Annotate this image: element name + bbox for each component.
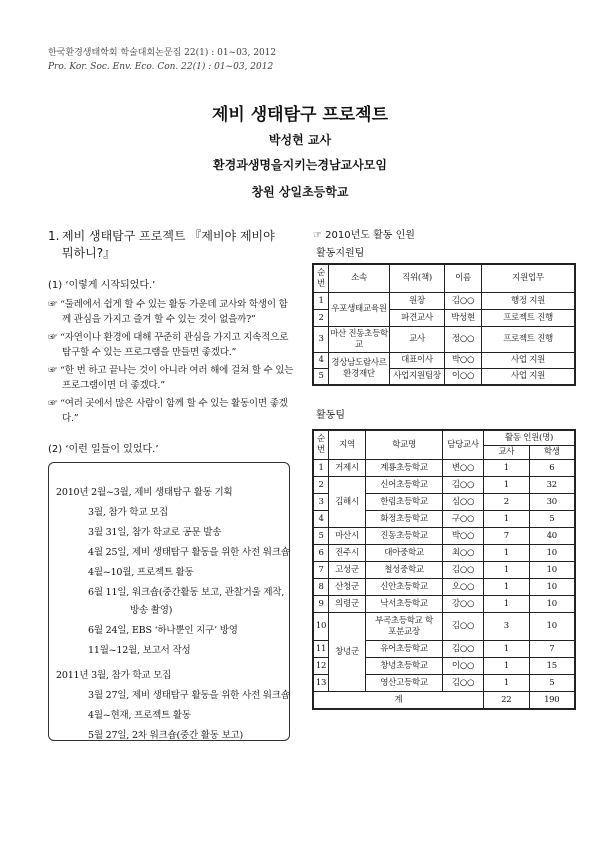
cell: 30	[529, 494, 575, 511]
table-row	[314, 545, 575, 562]
cell: 1	[484, 675, 530, 692]
cell: 1	[484, 562, 530, 579]
section-heading-line1: 제비 생태탐구 프로젝트 『제비야 제비야	[62, 229, 275, 243]
section-number: 1.	[48, 229, 60, 243]
cell: 최○○	[443, 545, 484, 562]
cell: 10	[529, 545, 575, 562]
timeline-item: 6월 11일, 워크숍(중간활동 보고, 관찰거울 제작,	[88, 587, 285, 598]
header-cell: 순번	[314, 431, 329, 460]
section-heading-line2: 뭐하니?』	[62, 246, 116, 260]
table-row	[314, 613, 575, 641]
cell: 박○○	[443, 528, 484, 545]
table-row	[314, 596, 575, 613]
author: 박성현 교사	[268, 133, 332, 147]
table-row	[314, 579, 575, 596]
cell-region: 김해시	[329, 477, 366, 528]
cell: 2	[314, 310, 329, 327]
cell: 파견교사	[390, 310, 445, 327]
cell: 11	[314, 641, 329, 658]
cell: 박성현	[445, 310, 482, 327]
timeline-item: 6월 24일, EBS ‘하나뿐인 지구’ 방영	[88, 625, 238, 636]
cell: 2	[314, 477, 329, 494]
cell-region: 의령군	[329, 596, 366, 613]
cell-region: 창녕군	[329, 613, 366, 692]
timeline-item: 3월 31일, 참가 학교로 공문 발송	[88, 527, 222, 538]
caption-activity-team: 활동팀	[316, 410, 345, 421]
subsection-2: (2) ‘이런 일들이 있었다.’	[48, 444, 159, 455]
cell: 1	[314, 293, 329, 310]
bullet-list	[48, 297, 296, 426]
table-row	[314, 353, 575, 369]
cell-region: 진주시	[329, 545, 366, 562]
cell: 32	[529, 477, 575, 494]
cell: 40	[529, 528, 575, 545]
cell: 3	[484, 613, 530, 641]
table-row	[314, 528, 575, 545]
cell: 1	[484, 641, 530, 658]
timeline-item: 11월~12월, 보고서 작성	[88, 645, 191, 656]
cell: 창녕초등학교	[366, 658, 443, 675]
timeline-item: 4월 25일, 제비 생태탐구 활동을 위한 사전 워크숍	[88, 547, 290, 558]
timeline-item: 방송 촬영)	[130, 605, 173, 616]
header-cell: 학교명	[366, 431, 443, 460]
timeline-item: 2010년 2월~3월, 제비 생태탐구 활동 기획	[56, 487, 233, 498]
cell: 1	[484, 477, 530, 494]
timeline-item: 4월~현재, 프로젝트 활동	[88, 710, 191, 721]
header-cell: 학생	[529, 446, 575, 460]
journal-header	[48, 46, 276, 74]
table-total-row	[314, 692, 575, 709]
paper-title: 제비 생태탐구 프로젝트	[211, 105, 389, 125]
cell: 신어초등학교	[366, 477, 443, 494]
cell: 10	[529, 579, 575, 596]
table-header-row	[314, 431, 575, 446]
bullet-item: ☞ “한 번 하고 끝나는 것이 아니라 여러 해에 걸쳐 할 수 있는 프로그램이면 더 좋겠다.”	[48, 365, 294, 391]
table-row	[314, 293, 575, 310]
cell: 영산고등학교	[366, 675, 443, 692]
table-row	[314, 460, 575, 477]
header-cell: 지역	[329, 431, 366, 460]
cell: 계룡초등학교	[366, 460, 443, 477]
cell-region: 고성군	[329, 562, 366, 579]
cell: 5	[314, 528, 329, 545]
header-cell: 이름	[445, 265, 482, 293]
journal-line-ko: 한국환경생태학회 학술대회논문집 22(1) : 01~03, 2012	[48, 48, 277, 58]
cell: 신안초등학교	[366, 579, 443, 596]
cell: 8	[314, 579, 329, 596]
affiliation-group: 환경과생명을지키는경남교사모임	[213, 158, 387, 172]
bullet-item: ☞ “둘레에서 쉽게 할 수 있는 활동 가운데 교사와 학생이 함께 관심을 가지고 즐겨 할 수 있는 것이 없을까?”	[48, 299, 288, 325]
cell: 3	[314, 494, 329, 511]
cell-region: 거제시	[329, 460, 366, 477]
cell: 6	[529, 460, 575, 477]
header-cell: 교사	[484, 446, 530, 460]
cell-org: 우포생태교육원	[329, 293, 390, 327]
table-row	[314, 477, 575, 494]
header-cell: 지원업무	[482, 265, 575, 293]
cell: 13	[314, 675, 329, 692]
caption-support-team: 활동지원팀	[316, 248, 365, 259]
table-row	[314, 327, 575, 353]
cell: 1	[484, 545, 530, 562]
cell: 1	[484, 460, 530, 477]
cell: 5	[314, 369, 329, 385]
support-team-table	[313, 264, 575, 385]
cell: 사업 지원	[482, 369, 575, 385]
cell: 이○○	[445, 369, 482, 385]
header-cell: 소속	[329, 265, 390, 293]
cell: 6	[314, 545, 329, 562]
cell: 화정초등학교	[366, 511, 443, 528]
left-column	[48, 228, 296, 455]
cell: 5	[529, 675, 575, 692]
cell: 10	[314, 613, 329, 641]
cell-region: 산청군	[329, 579, 366, 596]
cell: 정○○	[445, 327, 482, 353]
section-heading	[48, 228, 296, 262]
cell: 구○○	[443, 511, 484, 528]
table-header-row	[314, 265, 575, 293]
cell: 7	[314, 562, 329, 579]
cell: 원장	[390, 293, 445, 310]
total-students: 190	[529, 692, 575, 709]
total-label: 계	[314, 692, 484, 709]
cell: 1	[314, 460, 329, 477]
timeline-item: 2011년 3월, 참가 학교 모집	[56, 670, 172, 681]
header-cell: 순번	[314, 265, 329, 293]
affiliation-school: 창원 상일초등학교	[251, 185, 349, 199]
cell: 변○○	[443, 460, 484, 477]
cell: 박○○	[445, 353, 482, 369]
caption-year: ☞ 2010년도 활동 인원	[313, 230, 415, 241]
cell: 심○○	[443, 494, 484, 511]
cell: 진동초등학교	[366, 528, 443, 545]
cell: 4	[314, 353, 329, 369]
cell: 한림초등학교	[366, 494, 443, 511]
timeline-item: 3월 27일, 제비 생태탐구 활동을 위한 사전 워크숍	[88, 690, 290, 701]
cell: 부곡초등학교 학포분교장	[366, 613, 443, 641]
activity-team-table	[313, 430, 575, 709]
cell: 4	[314, 511, 329, 528]
header-cell: 활동 인원(명)	[484, 431, 575, 446]
cell: 행정 지원	[482, 293, 575, 310]
cell: 김○○	[443, 675, 484, 692]
cell: 10	[529, 613, 575, 641]
cell: 9	[314, 596, 329, 613]
cell: 12	[314, 658, 329, 675]
cell: 대표이사	[390, 353, 445, 369]
cell: 철성중학교	[366, 562, 443, 579]
bullet-item: ☞ “여러 곳에서 많은 사람이 함께 할 수 있는 활동이면 좋겠다.”	[48, 398, 288, 424]
cell: 1	[484, 579, 530, 596]
cell: 오○○	[443, 579, 484, 596]
subsection-1: (1) ‘이렇게 시작되었다.’	[48, 280, 156, 291]
table-row	[314, 562, 575, 579]
cell: 김○○	[443, 562, 484, 579]
cell: 2	[484, 494, 530, 511]
cell: 15	[529, 658, 575, 675]
cell: 1	[484, 658, 530, 675]
cell: 5	[529, 511, 575, 528]
cell-org: 경상남도람사르환경재단	[329, 353, 390, 385]
cell: 낙서초등학교	[366, 596, 443, 613]
cell: 7	[484, 528, 530, 545]
header-cell: 직위(책)	[390, 265, 445, 293]
cell: 10	[529, 596, 575, 613]
cell: 김○○	[443, 477, 484, 494]
cell: 10	[529, 562, 575, 579]
total-teachers: 22	[484, 692, 530, 709]
cell-region: 마산시	[329, 528, 366, 545]
timeline-item: 3월, 참가 학교 모집	[88, 507, 168, 518]
cell: 사업지원팀장	[390, 369, 445, 385]
cell: 이○○	[443, 658, 484, 675]
cell: 김○○	[443, 641, 484, 658]
cell: 대아중학교	[366, 545, 443, 562]
cell: 교사	[390, 327, 445, 353]
cell: 3	[314, 327, 329, 353]
cell: 1	[484, 511, 530, 528]
timeline-item: 5월 27일, 2차 워크숍(중간 활동 보고)	[88, 730, 244, 741]
cell: 유어초등학교	[366, 641, 443, 658]
cell: 프로젝트 진행	[482, 310, 575, 327]
timeline-item: 4월~10월, 프로젝트 활동	[88, 567, 194, 578]
bullet-item: ☞ “자연이나 환경에 대해 꾸준히 관심을 가지고 지속적으로 탐구할 수 있는 프로그램을 만들면 좋겠다.”	[48, 332, 289, 358]
cell: 프로젝트 진행	[482, 327, 575, 353]
cell: 김○○	[443, 613, 484, 641]
cell: 7	[529, 641, 575, 658]
journal-line-en: Pro. Kor. Soc. Env. Eco. Con. 22(1) : 01~03, 2012	[48, 62, 274, 72]
cell: 사업 지원	[482, 353, 575, 369]
cell-org: 마산 진동초등학교	[329, 327, 390, 353]
cell: 1	[484, 596, 530, 613]
header-cell: 담당교사	[443, 431, 484, 460]
cell: 강○○	[443, 596, 484, 613]
cell: 김○○	[445, 293, 482, 310]
